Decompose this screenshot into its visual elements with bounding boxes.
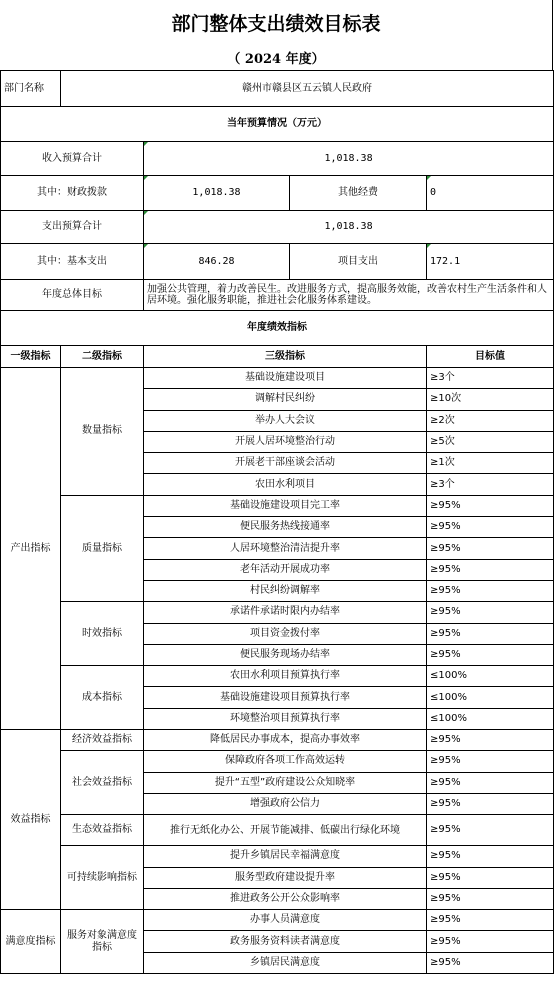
indicator-row bbox=[1, 815, 554, 846]
level3-indicator: 人居环境整治清洁提升率 bbox=[144, 538, 427, 559]
indicator-row bbox=[1, 666, 554, 687]
income-total-label: 收入预算合计 bbox=[1, 142, 144, 176]
sheet-year: （ 2024 年度） bbox=[0, 44, 553, 70]
other-funds-value: 0 bbox=[427, 176, 554, 211]
level3-indicator: 基础设施建设项目完工率 bbox=[144, 495, 427, 516]
target-value: ≤100% bbox=[427, 687, 554, 708]
target-value: ≥95% bbox=[427, 517, 554, 538]
target-value: ≥95% bbox=[427, 538, 554, 559]
indicator-row bbox=[1, 846, 554, 867]
dept-name-label: 部门名称 bbox=[1, 71, 61, 107]
level3-indicator: 推行无纸化办公、开展节能减排、低碳出行绿化环境 bbox=[144, 815, 427, 846]
indicator-row bbox=[1, 730, 554, 751]
level3-indicator: 便民服务现场办结率 bbox=[144, 644, 427, 665]
level1-indicator: 产出指标 bbox=[1, 368, 61, 730]
level3-indicator: 政务服务资料读者满意度 bbox=[144, 931, 427, 952]
other-funds-label: 其他经费 bbox=[290, 176, 427, 211]
target-value: ≥3个 bbox=[427, 368, 554, 389]
column-header-target: 目标值 bbox=[427, 346, 554, 368]
level3-indicator: 开展人居环境整治行动 bbox=[144, 431, 427, 452]
level2-indicator: 服务对象满意度指标 bbox=[61, 910, 144, 974]
target-value: ≥3个 bbox=[427, 474, 554, 495]
level3-indicator: 村民纠纷调解率 bbox=[144, 580, 427, 601]
annual-goal-text: 加强公共管理，着力改善民生。改进服务方式，提高服务效能，改善农村生产生活条件和人居环境。强化服务职能，推进社会化服务体系建设。 bbox=[144, 280, 554, 311]
target-value: ≥95% bbox=[427, 793, 554, 814]
level2-indicator: 可持续影响指标 bbox=[61, 846, 144, 910]
target-value: ≥95% bbox=[427, 602, 554, 623]
level2-indicator: 数量指标 bbox=[61, 368, 144, 496]
level3-indicator: 调解村民纠纷 bbox=[144, 389, 427, 410]
level3-indicator: 基础设施建设项目预算执行率 bbox=[144, 687, 427, 708]
target-value: ≥95% bbox=[427, 559, 554, 580]
target-value: ≥95% bbox=[427, 623, 554, 644]
level2-indicator: 时效指标 bbox=[61, 602, 144, 666]
fiscal-label: 其中：财政拨款 bbox=[1, 176, 144, 211]
level3-indicator: 推进政务公开公众影响率 bbox=[144, 888, 427, 909]
indicator-row bbox=[1, 368, 554, 389]
level3-indicator: 办事人员满意度 bbox=[144, 910, 427, 931]
budget-section-header: 当年预算情况（万元） bbox=[1, 107, 554, 142]
performance-section-header: 年度绩效指标 bbox=[1, 311, 554, 346]
level3-indicator: 服务型政府建设提升率 bbox=[144, 867, 427, 888]
project-expense-label: 项目支出 bbox=[290, 244, 427, 280]
level3-indicator: 承诺件承诺时限内办结率 bbox=[144, 602, 427, 623]
level3-indicator: 农田水利项目 bbox=[144, 474, 427, 495]
level3-indicator: 提升“五型”政府建设公众知晓率 bbox=[144, 772, 427, 793]
level3-indicator: 举办人大会议 bbox=[144, 410, 427, 431]
expense-total-value: 1,018.38 bbox=[144, 211, 554, 244]
target-value: ≥95% bbox=[427, 580, 554, 601]
project-expense-value: 172.1 bbox=[427, 244, 554, 280]
target-value: ≥5次 bbox=[427, 431, 554, 452]
target-value: ≥95% bbox=[427, 931, 554, 952]
indicator-row bbox=[1, 910, 554, 931]
target-value: ≥2次 bbox=[427, 410, 554, 431]
basic-expense-value: 846.28 bbox=[144, 244, 290, 280]
column-header-level1: 一级指标 bbox=[1, 346, 61, 368]
target-value: ≥95% bbox=[427, 910, 554, 931]
level3-indicator: 开展老干部座谈会活动 bbox=[144, 453, 427, 474]
level1-indicator: 满意度指标 bbox=[1, 910, 61, 974]
level3-indicator: 保障政府各项工作高效运转 bbox=[144, 751, 427, 772]
target-value: ≥95% bbox=[427, 952, 554, 973]
target-value: ≤100% bbox=[427, 708, 554, 729]
level2-indicator: 质量指标 bbox=[61, 495, 144, 601]
target-value: ≥95% bbox=[427, 888, 554, 909]
level3-indicator: 便民服务热线接通率 bbox=[144, 517, 427, 538]
level3-indicator: 项目资金拨付率 bbox=[144, 623, 427, 644]
level2-indicator: 成本指标 bbox=[61, 666, 144, 730]
indicator-row bbox=[1, 751, 554, 772]
column-header-level3: 三级指标 bbox=[144, 346, 427, 368]
column-header-level2: 二级指标 bbox=[61, 346, 144, 368]
sheet-title: 部门整体支出绩效目标表 bbox=[0, 0, 553, 44]
target-table bbox=[0, 70, 554, 974]
level3-indicator: 提升乡镇居民幸福满意度 bbox=[144, 846, 427, 867]
target-value: ≥95% bbox=[427, 867, 554, 888]
target-value: ≥95% bbox=[427, 730, 554, 751]
target-value: ≥95% bbox=[427, 495, 554, 516]
basic-expense-label: 其中：基本支出 bbox=[1, 244, 144, 280]
level1-indicator: 效益指标 bbox=[1, 730, 61, 910]
level3-indicator: 降低居民办事成本，提高办事效率 bbox=[144, 730, 427, 751]
level2-indicator: 经济效益指标 bbox=[61, 730, 144, 751]
level3-indicator: 乡镇居民满意度 bbox=[144, 952, 427, 973]
target-value: ≥1次 bbox=[427, 453, 554, 474]
level3-indicator: 农田水利项目预算执行率 bbox=[144, 666, 427, 687]
level3-indicator: 基础设施建设项目 bbox=[144, 368, 427, 389]
dept-name-value: 赣州市赣县区五云镇人民政府 bbox=[61, 71, 554, 107]
level3-indicator: 老年活动开展成功率 bbox=[144, 559, 427, 580]
target-value: ≥95% bbox=[427, 644, 554, 665]
annual-goal-label: 年度总体目标 bbox=[1, 280, 144, 311]
target-value: ≥95% bbox=[427, 751, 554, 772]
level3-indicator: 环境整治项目预算执行率 bbox=[144, 708, 427, 729]
target-value: ≥95% bbox=[427, 772, 554, 793]
expense-total-label: 支出预算合计 bbox=[1, 211, 144, 244]
target-value: ≥95% bbox=[427, 815, 554, 846]
fiscal-value: 1,018.38 bbox=[144, 176, 290, 211]
indicator-row bbox=[1, 495, 554, 516]
level2-indicator: 生态效益指标 bbox=[61, 815, 144, 846]
indicator-row bbox=[1, 602, 554, 623]
target-value: ≤100% bbox=[427, 666, 554, 687]
income-total-value: 1,018.38 bbox=[144, 142, 554, 176]
target-value: ≥95% bbox=[427, 846, 554, 867]
level2-indicator: 社会效益指标 bbox=[61, 751, 144, 815]
target-value: ≥10次 bbox=[427, 389, 554, 410]
level3-indicator: 增强政府公信力 bbox=[144, 793, 427, 814]
